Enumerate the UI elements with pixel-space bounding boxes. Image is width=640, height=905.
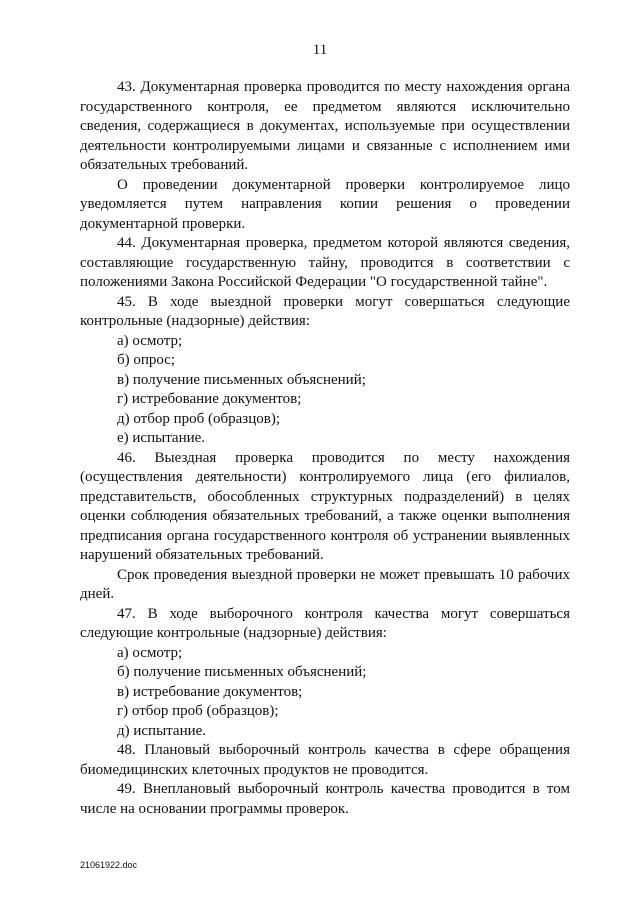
list-item: е) испытание. <box>117 430 206 446</box>
paragraph-45: 45. В ходе выездной проверки могут совершаться следующие контрольные (надзорные) действия: <box>80 293 570 329</box>
list-item: б) получение письменных объяснений; <box>117 664 367 680</box>
paragraph-43-notice: О проведении документарной проверки контролируемое лицо уведомляется путем направления копии решения о проведении документарной проверки. <box>80 176 570 232</box>
list-item: д) испытание. <box>117 722 207 739</box>
list-item: г) отбор проб (образцов); <box>117 703 279 719</box>
page-number: 11 <box>312 42 328 58</box>
list-item: б) опрос; <box>117 352 176 368</box>
list-item: д) отбор проб (образцов); <box>117 410 281 427</box>
list-item: г) истребование документов; <box>117 391 302 407</box>
paragraph-44: 44. Документарная проверка, предметом которой являются сведения, составляющие государственную тайну, проводится в соответствии с положениями Закона Российской Федерации "О государственной тайне". <box>80 235 570 290</box>
paragraph-46-term: Срок проведения выездной проверки не может превышать 10 рабочих дней. <box>80 566 570 602</box>
paragraph-46: 46. Выездная проверка проводится по месту нахождения (осуществления деятельности) контролируемого лица (его филиалов, представительств, обособленных структурных подразделений) в целях оценки соблюдения обязательных требований, а также оценки выполнения предписания органа государственного контроля об устранении выявленных нарушений обязательных требований. <box>80 449 570 563</box>
footer-file-code: 21061922.doc <box>80 860 138 870</box>
paragraph-49: 49. Внеплановый выборочный контроль качества проводится в том числе на основании программы проверок. <box>80 781 570 817</box>
paragraph-48: 48. Плановый выборочный контроль качества в сфере обращения биомедицинских клеточных продуктов не проводится. <box>80 742 570 778</box>
list-item: в) получение письменных объяснений; <box>117 371 366 388</box>
list-item: а) осмотр; <box>117 644 183 661</box>
paragraph-47: 47. В ходе выборочного контроля качества могут совершаться следующие контрольные (надзорные) действия: <box>80 605 570 641</box>
paragraph-43: 43. Документарная проверка проводится по месту нахождения органа государственного контроля, ее предметом являются исключительно сведения, содержащиеся в документах, используемые при осуществлении деятельности контролируемыми лицами и связанные с исполнением ими обязательных требований. <box>80 79 570 173</box>
list-item: в) истребование документов; <box>117 683 303 700</box>
document-body <box>80 78 570 819</box>
list-item: а) осмотр; <box>117 332 183 349</box>
